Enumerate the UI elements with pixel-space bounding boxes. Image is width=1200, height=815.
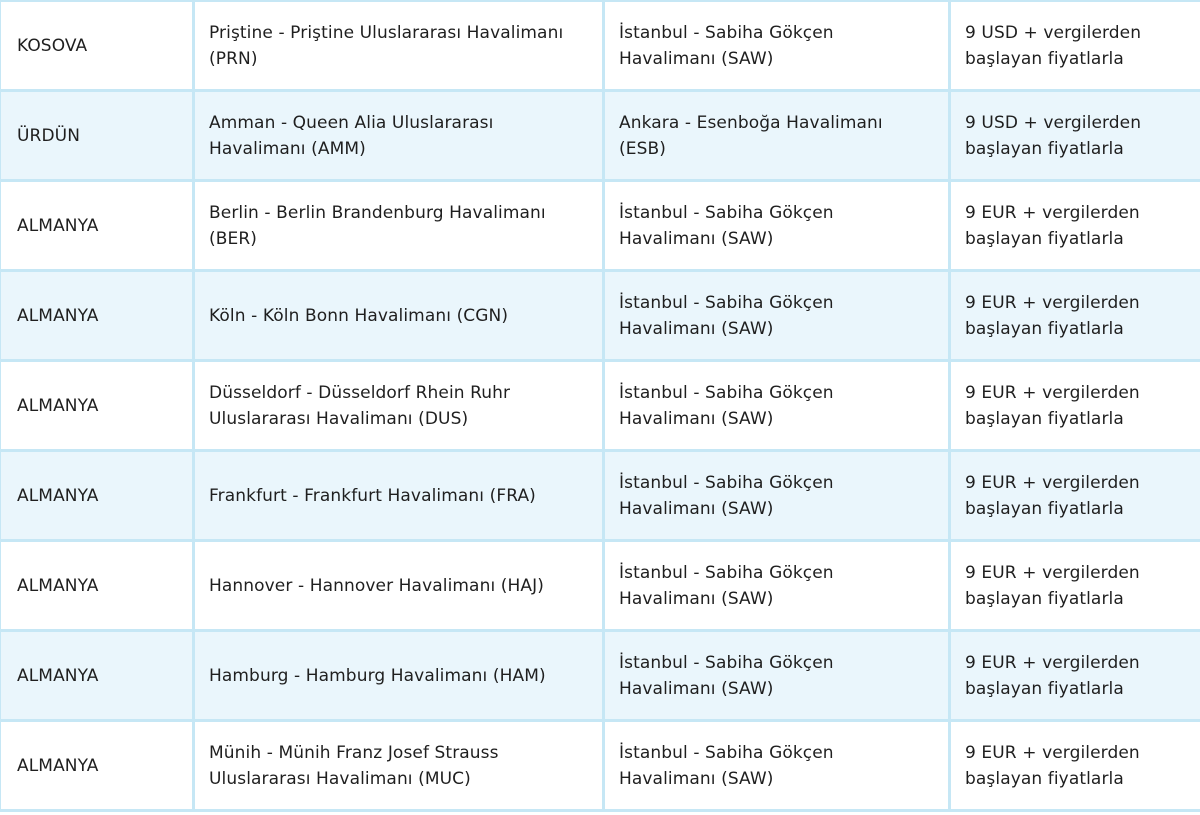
departure-airport-cell: Hannover - Hannover Havalimanı (HAJ): [194, 541, 604, 631]
price-cell: 9 EUR + vergilerden başlayan fiyatlarla: [950, 541, 1200, 631]
country-cell: ALMANYA: [1, 181, 194, 271]
arrival-airport-cell: İstanbul - Sabiha Gökçen Havalimanı (SAW): [604, 541, 950, 631]
country-cell: ALMANYA: [1, 721, 194, 811]
departure-airport-cell: Hamburg - Hamburg Havalimanı (HAM): [194, 631, 604, 721]
arrival-airport-cell: İstanbul - Sabiha Gökçen Havalimanı (SAW): [604, 361, 950, 451]
departure-airport-cell: Priştine - Priştine Uluslararası Havalimanı (PRN): [194, 1, 604, 91]
country-cell: KOSOVA: [1, 1, 194, 91]
country-cell: ALMANYA: [1, 631, 194, 721]
departure-airport-cell: Amman - Queen Alia Uluslararası Havalimanı (AMM): [194, 91, 604, 181]
departure-airport-cell: Köln - Köln Bonn Havalimanı (CGN): [194, 271, 604, 361]
table-row: [1, 271, 1200, 361]
country-cell: ÜRDÜN: [1, 91, 194, 181]
arrival-airport-cell: İstanbul - Sabiha Gökçen Havalimanı (SAW): [604, 451, 950, 541]
table-row: [1, 181, 1200, 271]
arrival-airport-cell: İstanbul - Sabiha Gökçen Havalimanı (SAW): [604, 721, 950, 811]
departure-airport-cell: Münih - Münih Franz Josef Strauss Uluslararası Havalimanı (MUC): [194, 721, 604, 811]
price-cell: 9 EUR + vergilerden başlayan fiyatlarla: [950, 721, 1200, 811]
price-cell: 9 EUR + vergilerden başlayan fiyatlarla: [950, 451, 1200, 541]
table-row: [1, 1, 1200, 91]
arrival-airport-cell: İstanbul - Sabiha Gökçen Havalimanı (SAW): [604, 181, 950, 271]
table-row: [1, 361, 1200, 451]
table-row: [1, 541, 1200, 631]
arrival-airport-cell: İstanbul - Sabiha Gökçen Havalimanı (SAW): [604, 271, 950, 361]
price-cell: 9 EUR + vergilerden başlayan fiyatlarla: [950, 181, 1200, 271]
table-row: [1, 451, 1200, 541]
price-cell: 9 USD + vergilerden başlayan fiyatlarla: [950, 1, 1200, 91]
table-row: [1, 721, 1200, 811]
arrival-airport-cell: Ankara - Esenboğa Havalimanı (ESB): [604, 91, 950, 181]
country-cell: ALMANYA: [1, 361, 194, 451]
table-row: [1, 91, 1200, 181]
price-cell: 9 EUR + vergilerden başlayan fiyatlarla: [950, 361, 1200, 451]
country-cell: ALMANYA: [1, 271, 194, 361]
price-cell: 9 EUR + vergilerden başlayan fiyatlarla: [950, 631, 1200, 721]
country-cell: ALMANYA: [1, 541, 194, 631]
departure-airport-cell: Berlin - Berlin Brandenburg Havalimanı (BER): [194, 181, 604, 271]
arrival-airport-cell: İstanbul - Sabiha Gökçen Havalimanı (SAW): [604, 1, 950, 91]
country-cell: ALMANYA: [1, 451, 194, 541]
price-cell: 9 USD + vergilerden başlayan fiyatlarla: [950, 91, 1200, 181]
departure-airport-cell: Frankfurt - Frankfurt Havalimanı (FRA): [194, 451, 604, 541]
departure-airport-cell: Düsseldorf - Düsseldorf Rhein Ruhr Uluslararası Havalimanı (DUS): [194, 361, 604, 451]
table-row: [1, 631, 1200, 721]
arrival-airport-cell: İstanbul - Sabiha Gökçen Havalimanı (SAW): [604, 631, 950, 721]
price-cell: 9 EUR + vergilerden başlayan fiyatlarla: [950, 271, 1200, 361]
